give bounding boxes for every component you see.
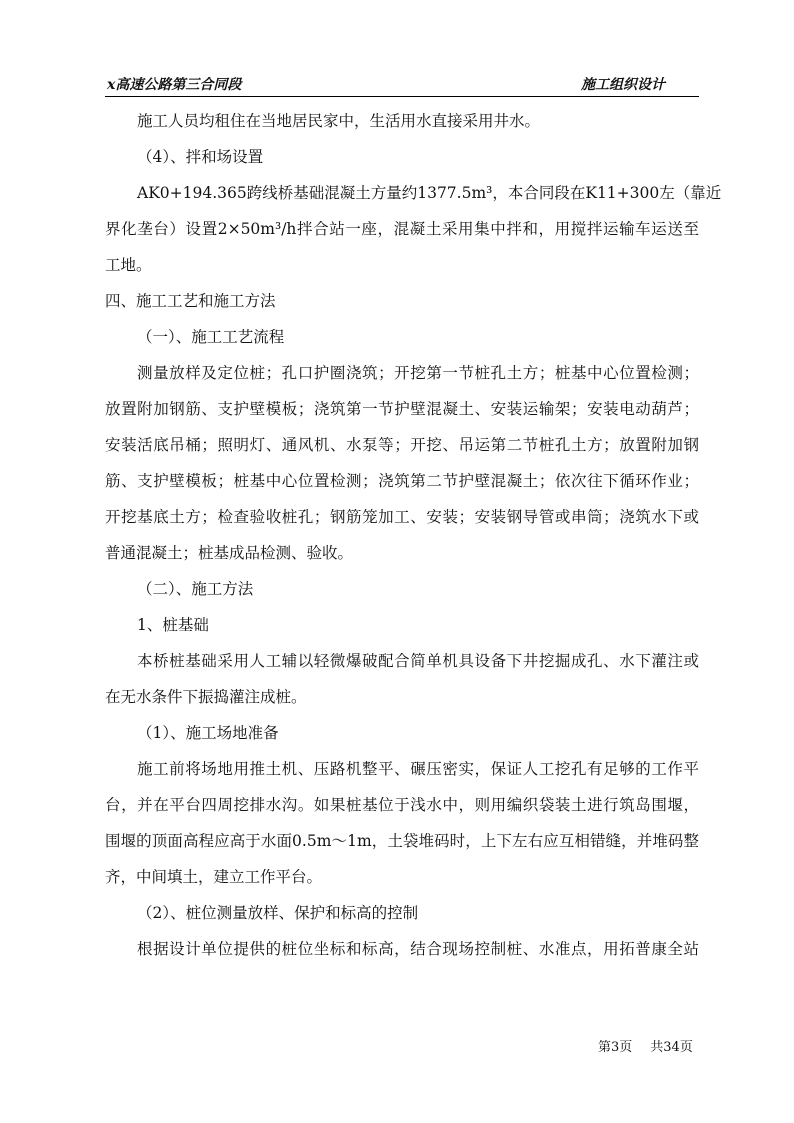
paragraph-line: 开挖基底土方；检查验收桩孔；钢筋笼加工、安装；安装钢导管或串筒；浇筑水下或 (105, 508, 699, 526)
paragraph-line: 施工前将场地用推土机、压路机整平、碾压密实，保证人工挖孔有足够的工作平 (137, 760, 699, 778)
paragraph-line: 在无水条件下振捣灌注成桩。 (105, 688, 307, 706)
paragraph-line: 台，并在平台四周挖排水沟。如果桩基位于浅水中，则用编织袋装土进行筑岛围堰， (105, 796, 699, 814)
paragraph-line: 测量放样及定位桩；孔口护圈浇筑；开挖第一节桩孔土方；桩基中心位置检测； (137, 364, 699, 382)
subheading: 1、桩基础 (137, 616, 209, 634)
subheading: （4）、拌和场设置 (137, 148, 264, 166)
paragraph-line: 普通混凝土；桩基成品检测、验收。 (105, 544, 354, 562)
subheading: （1）、施工场地准备 (137, 724, 279, 742)
page-footer (598, 1039, 693, 1057)
page-total: 共34页 (650, 1040, 693, 1055)
page-header (105, 76, 699, 97)
page-number: 第3页 (598, 1040, 633, 1055)
paragraph-line: 齐，中间填土，建立工作平台。 (105, 868, 323, 886)
paragraph-line: 根据设计单位提供的桩位坐标和标高，结合现场控制桩、水准点，用拓普康全站 (137, 940, 699, 958)
paragraph-line: 施工人员均租住在当地居民家中，生活用水直接采用井水。 (137, 112, 541, 130)
paragraph-line: AK0+194.365跨线桥基础混凝土方量约1377.5m³，本合同段在K11+300左（靠近 (137, 184, 722, 202)
subheading: （一）、施工工艺流程 (137, 328, 285, 346)
section-heading: 四、施工工艺和施工方法 (105, 292, 276, 310)
paragraph-line: 围堰的顶面高程应高于水面0.5m～1m，土袋堆码时，上下左右应互相错缝，并堆码整 (105, 832, 699, 850)
paragraph-line: 本桥桩基础采用人工辅以轻微爆破配合简单机具设备下井挖掘成孔、水下灌注或 (137, 652, 699, 670)
paragraph-line: 放置附加钢筋、支护壁模板；浇筑第一节护壁混凝土、安装运输架；安装电动葫芦； (105, 400, 699, 418)
paragraph-line: 筋、支护壁模板；桩基中心位置检测；浇筑第二节护壁混凝土；依次往下循环作业； (105, 472, 699, 490)
paragraph-line: 界化垄台）设置2×50m³/h拌合站一座，混凝土采用集中拌和，用搅拌运输车运送至 (105, 220, 699, 238)
paragraph-line: 工地。 (105, 256, 152, 274)
subheading: （二）、施工方法 (137, 580, 254, 598)
header-project-title: x高速公路第三合同段 (107, 77, 242, 93)
document-body (105, 103, 722, 967)
subheading: （2）、桩位测量放样、保护和标高的控制 (137, 904, 419, 922)
header-document-title: 施工组织设计 (581, 77, 665, 93)
paragraph-line: 安装活底吊桶；照明灯、通风机、水泵等；开挖、吊运第二节桩孔土方；放置附加钢 (105, 436, 699, 454)
